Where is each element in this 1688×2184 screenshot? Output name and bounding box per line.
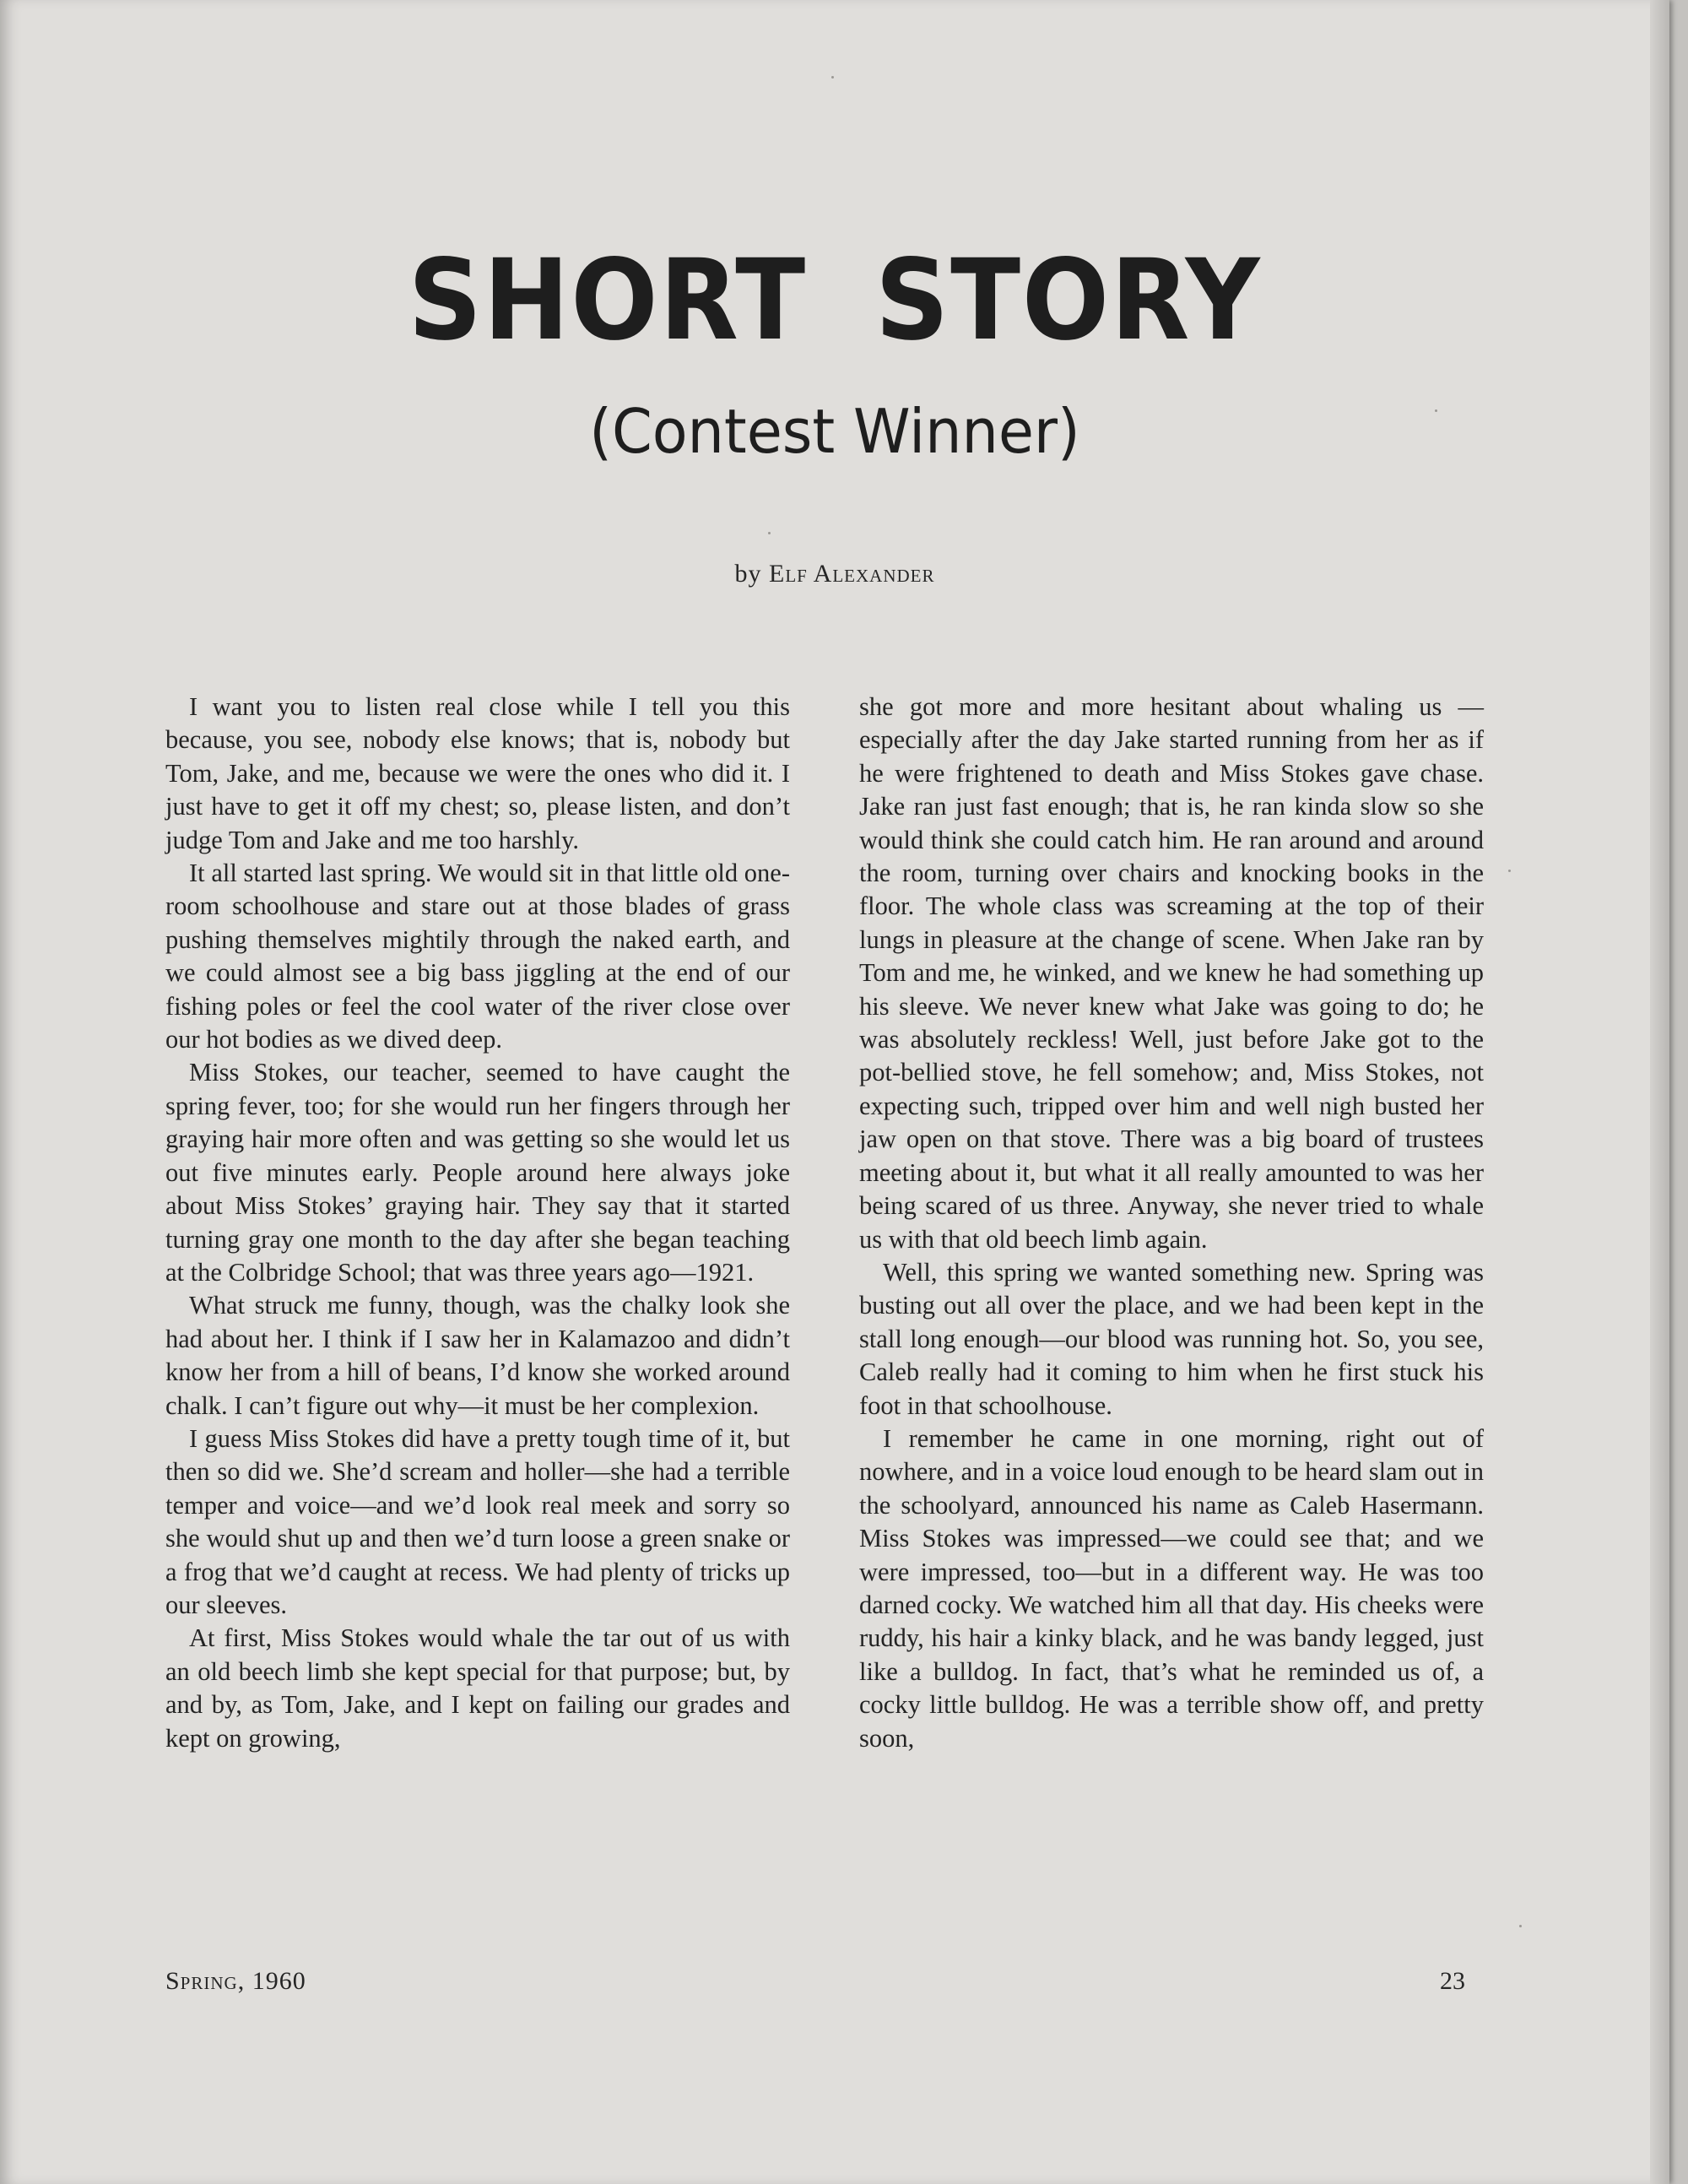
paragraph: At first, Miss Stokes would whale the tar out of us with an old beech limb she kept special for that purpose; but, by and by, as Tom, Jake, and I kept on failing our grades and kept on growing, [165, 1623, 790, 1753]
paragraph: It all started last spring. We would sit in that little old one-room schoolhouse and stare out at those blades of grass pushing themselves mightily through the naked earth, and we could almost see a big bass jiggling at the end of our fishing poles or feel the cool water of the river close over our hot bodies as we dived deep. [165, 859, 790, 1054]
footer-issue: Spring, 1960 [165, 1967, 306, 1995]
page-number: 23 [1440, 1967, 1465, 1995]
paragraph: she got more and more hesitant about whaling us —especially after the day Jake started running from her as if he were frightened to death and Miss Stokes gave chase. Jake ran just fast enough; that is, he ran kinda slow so she would think she could catch him. He ran around and around the room, turning over chairs and knocking books in the floor. The whole class was screaming at the top of their lungs in pleasure at the change of scene. When Jake ran by Tom and me, he winked, and we knew he had something up his sleeve. We never knew what Jake was going to do; he was absolutely reckless! Well, just before Jake got to the pot-bellied stove, he fell somehow; and, Miss Stokes, not expecting such, tripped over him and well nigh busted her jaw open on that stove. There was a big board of trustees meeting about it, but what it all really amounted to was her being scared of us three. Anyway, she never tried to whale us with that old beech limb again. [859, 692, 1484, 1254]
paragraph: Miss Stokes, our teacher, seemed to have caught the spring fever, too; for she would run her fingers through her graying hair more often and was getting so she would let us out five minutes early. People around here always joke about Miss Stokes’ graying hair. They say that it started turning gray one month to the day after she began teaching at the Colbridge School; that was three years ago—1921. [165, 1058, 790, 1287]
author-name: Elf Alexander [769, 560, 935, 588]
paper-speck [768, 532, 771, 534]
page-edge [1650, 0, 1669, 2184]
paper-speck [831, 76, 834, 79]
byline-prefix: by [734, 560, 762, 588]
page-title: SHORT STORY [408, 236, 1262, 366]
paper-speck [1519, 1925, 1522, 1927]
right-column [859, 691, 1484, 1755]
paragraph: Well, this spring we wanted something new. Spring was busting out all over the place, and we had been kept in the stall long enough—our blood was running hot. So, you see, Caleb really had it coming to him when he first stuck his foot in that schoolhouse. [859, 1257, 1484, 1420]
paragraph: I want you to listen real close while I tell you this because, you see, nobody else knows; that is, nobody but Tom, Jake, and me, because we were the ones who did it. I just have to get it off my chest; so, please listen, and don’t judge Tom and Jake and me too harshly. [165, 692, 790, 854]
page-subtitle: (Contest Winner) [589, 396, 1080, 467]
paragraph: What struck me funny, though, was the chalky look she had about her. I think if I saw her in Kalamazoo and didn’t know her from a hill of beans, I’d know she worked around chalk. I can’t figure out why—it must be her complexion. [165, 1291, 790, 1420]
paper-speck [1435, 409, 1437, 412]
paragraph: I guess Miss Stokes did have a pretty tough time of it, but then so did we. She’d scream and holler—she had a terrible temper and voice—and we’d look real meek and sorry so she would shut up and then we’d turn loose a green snake or a frog that we’d caught at recess. We had plenty of tricks up our sleeves. [165, 1423, 790, 1619]
byline [0, 560, 1669, 588]
paragraph: I remember he came in one morning, right out of nowhere, and in a voice loud enough to be heard slam out in the schoolyard, announced his name as Caleb Hasermann. Miss Stokes was impressed—we could see that; and we were impressed, too—but in a different way. He was too darned cocky. We watched him all that day. His cheeks were ruddy, his hair a kinky black, and he was bandy legged, just like a bulldog. In fact, that’s what he reminded us of, a cocky little bulldog. He was a terrible show off, and pretty soon, [859, 1423, 1484, 1753]
left-column [165, 691, 790, 1755]
paper-speck [1508, 870, 1511, 872]
